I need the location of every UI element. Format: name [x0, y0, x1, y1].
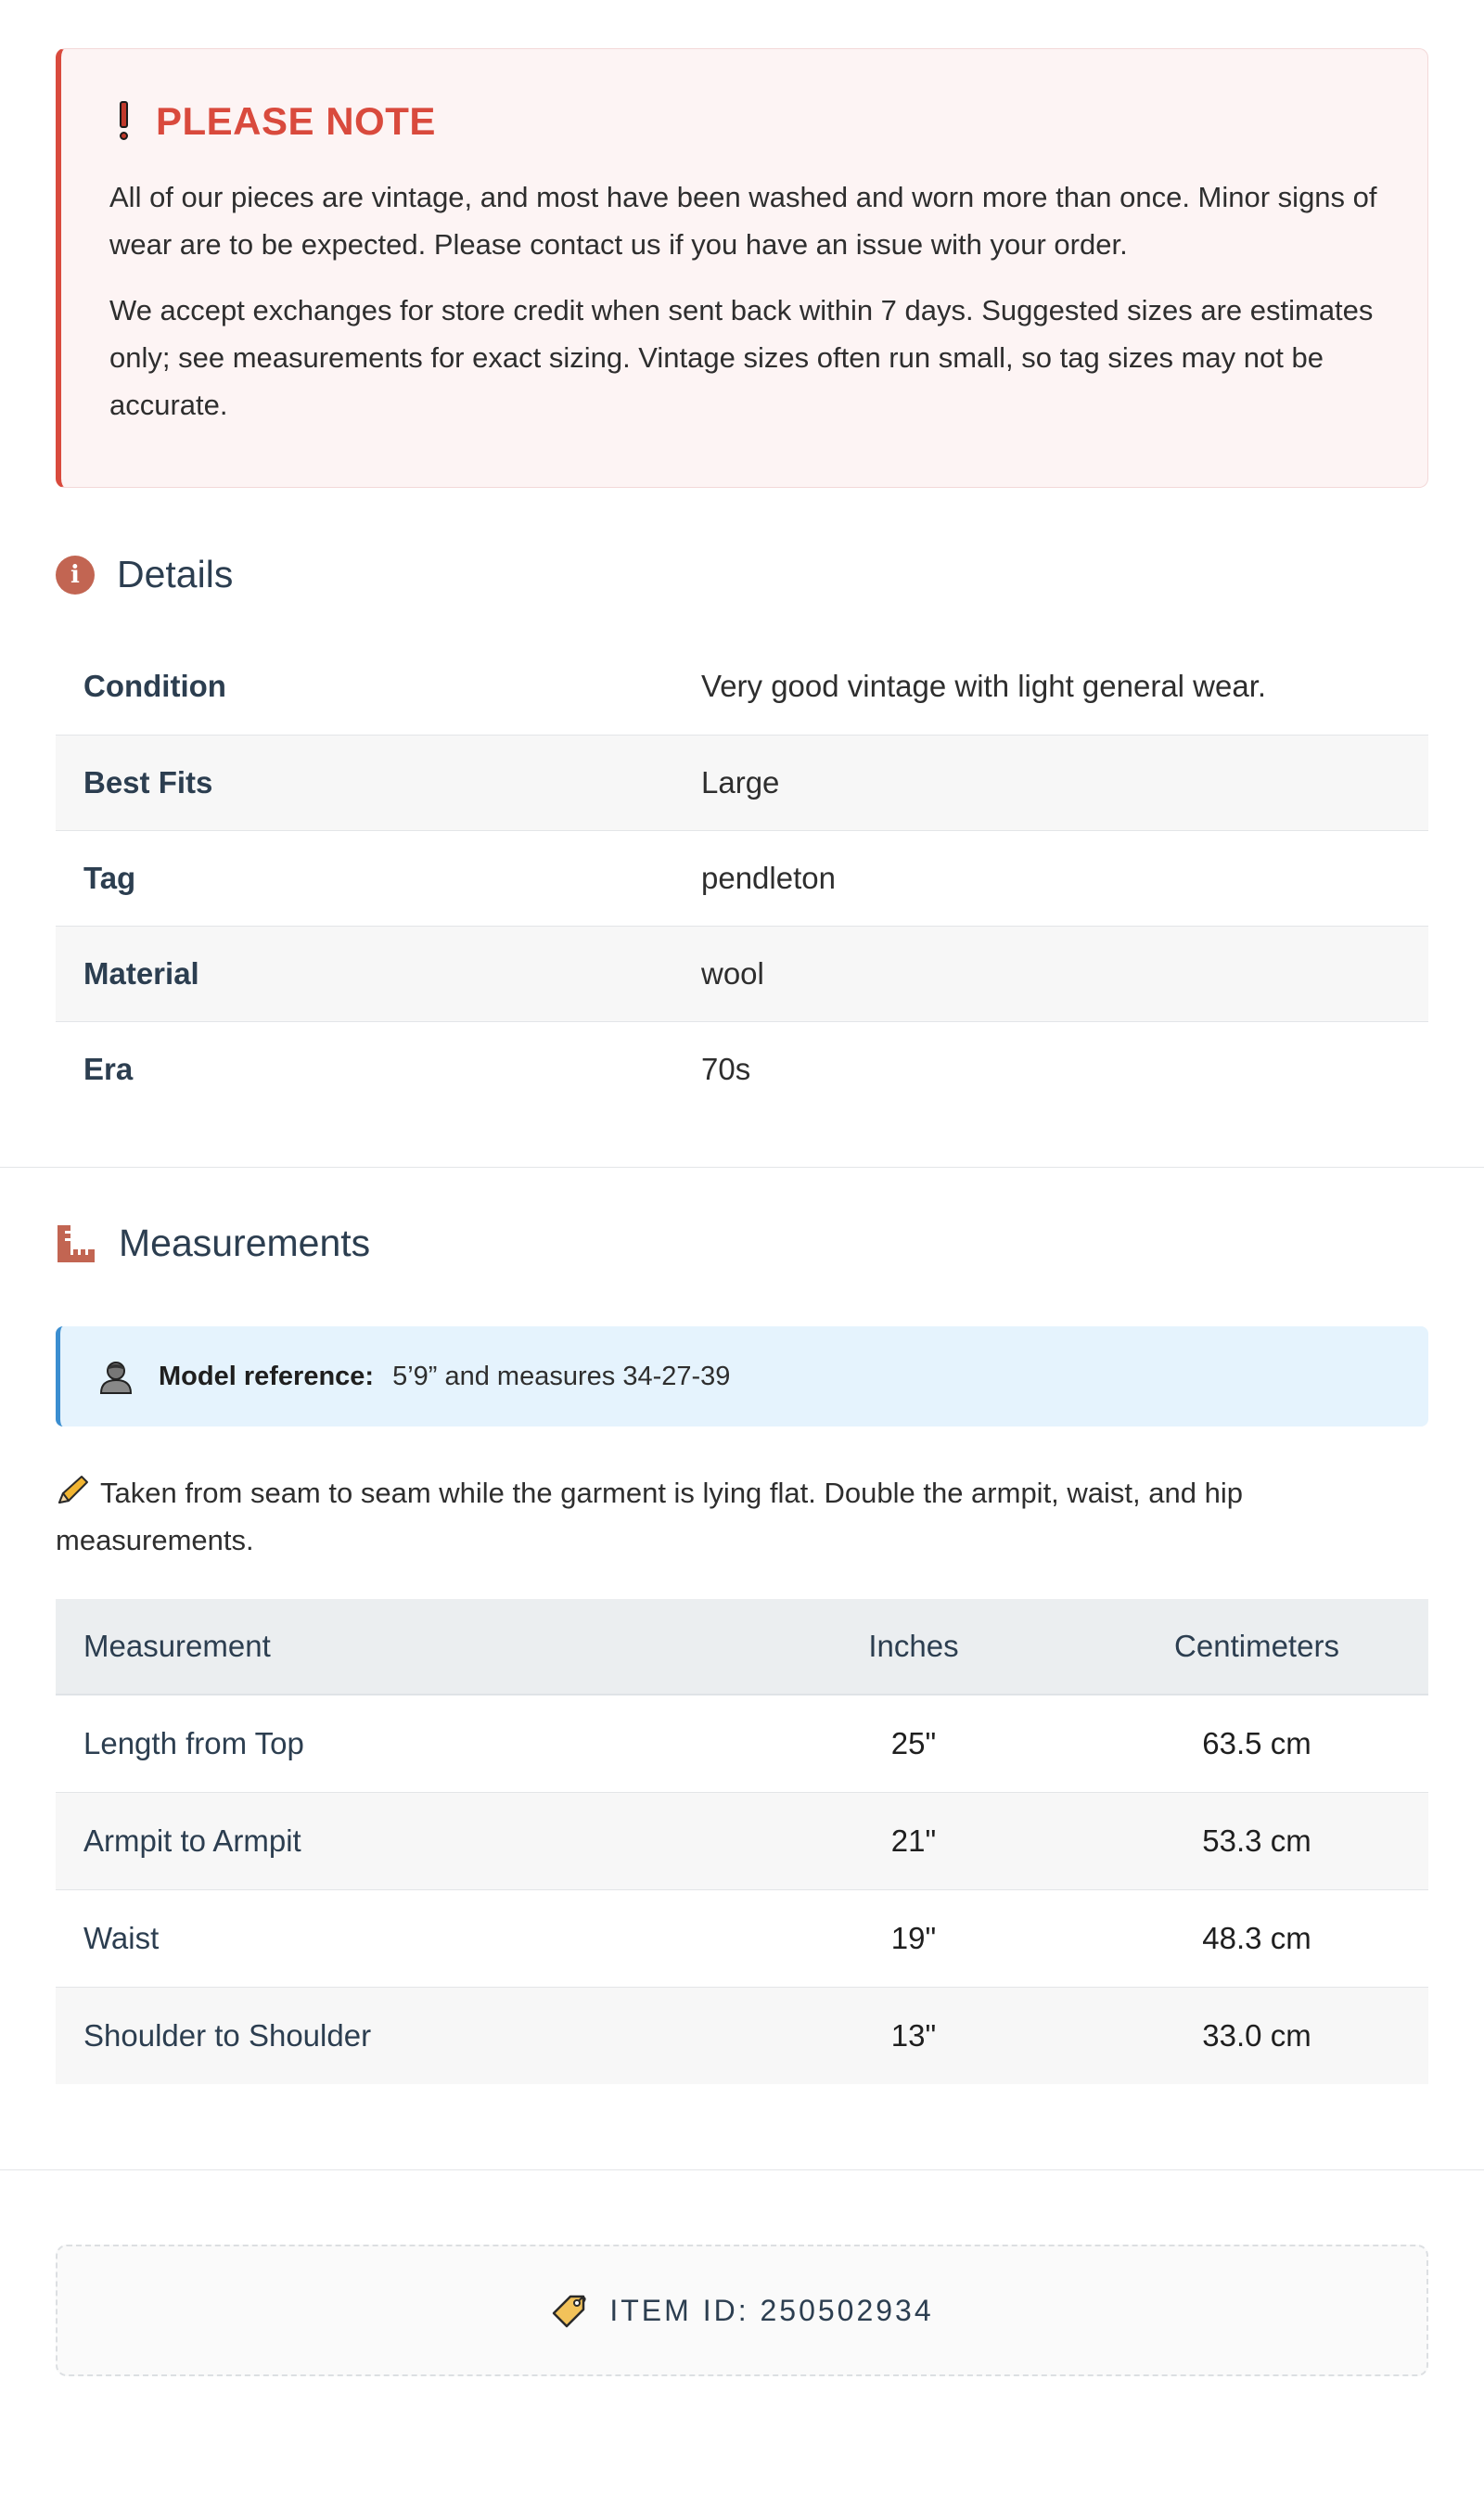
- table-row: [56, 1988, 1428, 2085]
- detail-label: Best Fits: [56, 735, 673, 830]
- table-row: [56, 926, 1428, 1021]
- measurement-note: [56, 1469, 1428, 1564]
- person-icon: [97, 1358, 134, 1395]
- table-row: [56, 1695, 1428, 1793]
- table-row: [56, 830, 1428, 926]
- exclamation-icon: [117, 101, 130, 142]
- notice-title: [109, 99, 1379, 144]
- notice-paragraph-1: All of our pieces are vintage, and most have been washed and worn more than once. Minor signs of wear are to be expected. Please contact us if you have an issue with your order.: [109, 181, 1377, 261]
- section-divider: [0, 1167, 1484, 1168]
- measurement-cm: 63.5 cm: [1085, 1695, 1428, 1793]
- detail-label: Tag: [56, 830, 673, 926]
- column-header: Inches: [742, 1599, 1085, 1695]
- model-reference-value: 5’9” and measures 34-27-39: [392, 1361, 731, 1391]
- table-row: [56, 1793, 1428, 1890]
- measurements-heading: [56, 1222, 1428, 1265]
- model-reference-label: Model reference:: [159, 1361, 375, 1391]
- measurement-name: Armpit to Armpit: [56, 1793, 742, 1890]
- measurement-cm: 33.0 cm: [1085, 1988, 1428, 2085]
- measurements-table: [56, 1599, 1428, 2084]
- measurement-cm: 48.3 cm: [1085, 1890, 1428, 1988]
- table-row: [56, 1021, 1428, 1117]
- measurements-title: Measurements: [119, 1222, 371, 1264]
- detail-label: Material: [56, 926, 673, 1021]
- detail-value: Very good vintage with light general wear.: [673, 639, 1428, 735]
- measurement-cm: 53.3 cm: [1085, 1793, 1428, 1890]
- column-header: Centimeters: [1085, 1599, 1428, 1695]
- detail-label: Condition: [56, 639, 673, 735]
- ruler-icon: [56, 1223, 96, 1264]
- tag-icon: [550, 2291, 589, 2330]
- measurement-inches: 13": [742, 1988, 1085, 2085]
- detail-value: pendleton: [673, 830, 1428, 926]
- detail-value: 70s: [701, 1051, 751, 1086]
- notice-title-text: PLEASE NOTE: [156, 99, 436, 143]
- measurement-inches: 21": [742, 1793, 1085, 1890]
- item-id-box: [56, 2245, 1428, 2376]
- info-icon: i: [56, 556, 95, 595]
- table-row: [56, 639, 1428, 735]
- table-row: [56, 735, 1428, 830]
- item-id-text: ITEM ID: 250502934: [609, 2293, 934, 2327]
- model-reference-box: [56, 1326, 1428, 1427]
- detail-value: Large: [673, 735, 1428, 830]
- measurement-name: Shoulder to Shoulder: [56, 1988, 742, 2085]
- measurement-inches: 19": [742, 1890, 1085, 1988]
- details-title: Details: [117, 553, 234, 595]
- details-table: [56, 639, 1428, 1117]
- section-divider: [0, 2169, 1484, 2170]
- column-header: Measurement: [56, 1599, 742, 1695]
- measurement-note-text: Taken from seam to seam while the garment is lying flat. Double the armpit, waist, and hip measurements.: [56, 1477, 1243, 1556]
- pencil-icon: [56, 1475, 89, 1506]
- notice-paragraph-2: We accept exchanges for store credit when sent back within 7 days. Suggested sizes are estimates only; see measurements for exact sizing. Vintage sizes often run small, so tag sizes may not be accurate.: [109, 294, 1374, 421]
- detail-label: Era: [83, 1051, 134, 1086]
- measurement-name: Length from Top: [56, 1695, 742, 1793]
- please-note-box: [56, 48, 1428, 488]
- table-header-row: [56, 1599, 1428, 1695]
- detail-value: wool: [673, 926, 1428, 1021]
- details-heading: [56, 553, 1428, 596]
- measurement-inches: 25": [742, 1695, 1085, 1793]
- measurement-name: Waist: [56, 1890, 742, 1988]
- table-row: [56, 1890, 1428, 1988]
